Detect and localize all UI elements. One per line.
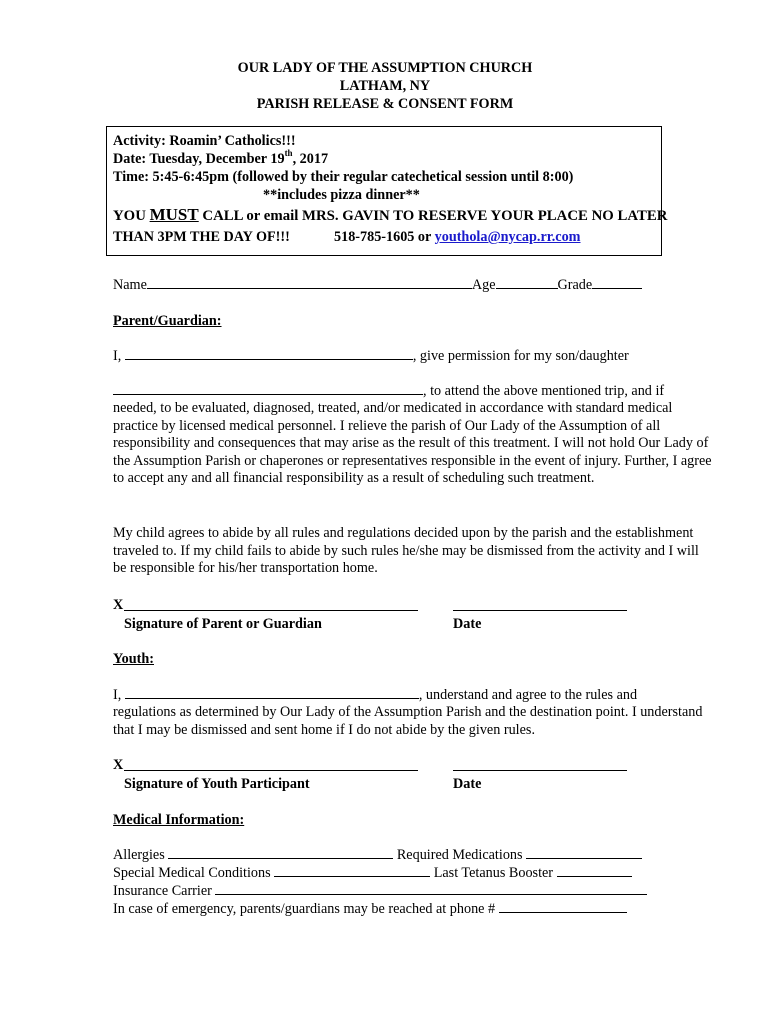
pizza-note: **includes pizza dinner** [263,187,420,203]
youth-signature-field[interactable] [124,758,418,771]
youth-signature-x: X [113,757,124,773]
age-field[interactable] [496,287,558,289]
parent-guardian-heading: Parent/Guardian: [113,313,222,329]
name-field[interactable] [147,287,472,289]
child-name-field[interactable] [113,393,423,395]
child-name-line: , to attend the above mentioned trip, and if [113,384,664,398]
youth-rules-paragraph: regulations as determined by Our Lady of the Assumption Parish and the destination point. I understand that I may be dismissed and sent home if I do not abide by the given rules. [113,704,703,738]
name-label: Name [113,277,147,293]
special-conditions-field[interactable] [274,875,430,877]
rules-agreement-paragraph: My child agrees to abide by all rules and regulations decided upon by the parish and the establishment traveled to. If my child fails to abide by such rules he/she may be dismissed from the activity and I will be responsible for his/her transportation home. [113,525,699,577]
grade-label: Grade [557,277,593,293]
name-age-grade-row [113,278,642,292]
insurance-carrier-field[interactable] [215,893,647,895]
form-title: PARISH RELEASE & CONSENT FORM [256,96,514,112]
reservation-deadline: THAN 3PM THE DAY OF!!! [113,229,290,245]
activity-line: Activity: Roamin’ Catholics!!! [113,133,296,149]
reservation-notice: YOU MUST CALL or email MRS. GAVIN TO RESERVE YOUR PLACE NO LATER [113,205,668,224]
allergies-row: Allergies Required Medications [113,848,642,862]
parent-date-label: Date [453,616,482,632]
youth-date-label: Date [453,776,482,792]
emergency-phone-row: In case of emergency, parents/guardians may be reached at phone # [113,902,627,916]
time-line: Time: 5:45-6:45pm (followed by their regular catechetical session until 8:00) [113,169,574,185]
required-medications-field[interactable] [526,857,642,859]
parent-name-field[interactable] [125,358,413,360]
medical-consent-paragraph: needed, to be evaluated, diagnosed, treated, and/or medicated in accordance with standard medical practice by licensed medical personnel. I relieve the parish of Our Lady of the Assumption of all responsibility and consequences that may arise as the result of this treatment. I will not hold Our Lady of the Assumption Parish or chaperones or representatives responsible in the event of injury. Further, I agree to accept any and all financial responsibility as a result of scheduling such treatment. [113,400,712,487]
youth-agreement-line: I, , understand and agree to the rules and [113,687,638,703]
youth-name-field[interactable] [125,697,419,699]
tetanus-booster-field[interactable] [557,875,632,877]
age-label: Age [471,277,496,293]
grade-field[interactable] [592,287,642,289]
parent-signature-field[interactable] [124,598,418,611]
parent-signature-label: Signature of Parent or Guardian [124,616,322,632]
parent-date-field[interactable] [453,598,627,611]
parent-signature-x: X [113,597,124,613]
youth-signature-label: Signature of Youth Participant [124,776,310,792]
contact-info: 518-785-1605 or youthola@nycap.rr.com [334,229,581,245]
special-conditions-row: Special Medical Conditions Last Tetanus Booster [113,866,632,880]
church-location: LATHAM, NY [339,78,431,94]
insurance-row: Insurance Carrier [113,884,647,898]
youth-date-field[interactable] [453,758,627,771]
medical-info-heading: Medical Information: [113,812,245,828]
youth-heading: Youth: [113,651,154,667]
parent-permission-line: I, , give permission for my son/daughter [113,348,629,364]
emergency-phone-field[interactable] [499,911,627,913]
allergies-field[interactable] [168,857,393,859]
date-line: Date: Tuesday, December 19th, 2017 [113,148,329,167]
church-name: OUR LADY OF THE ASSUMPTION CHURCH [237,60,533,76]
email-link[interactable]: youthola@nycap.rr.com [434,229,581,245]
